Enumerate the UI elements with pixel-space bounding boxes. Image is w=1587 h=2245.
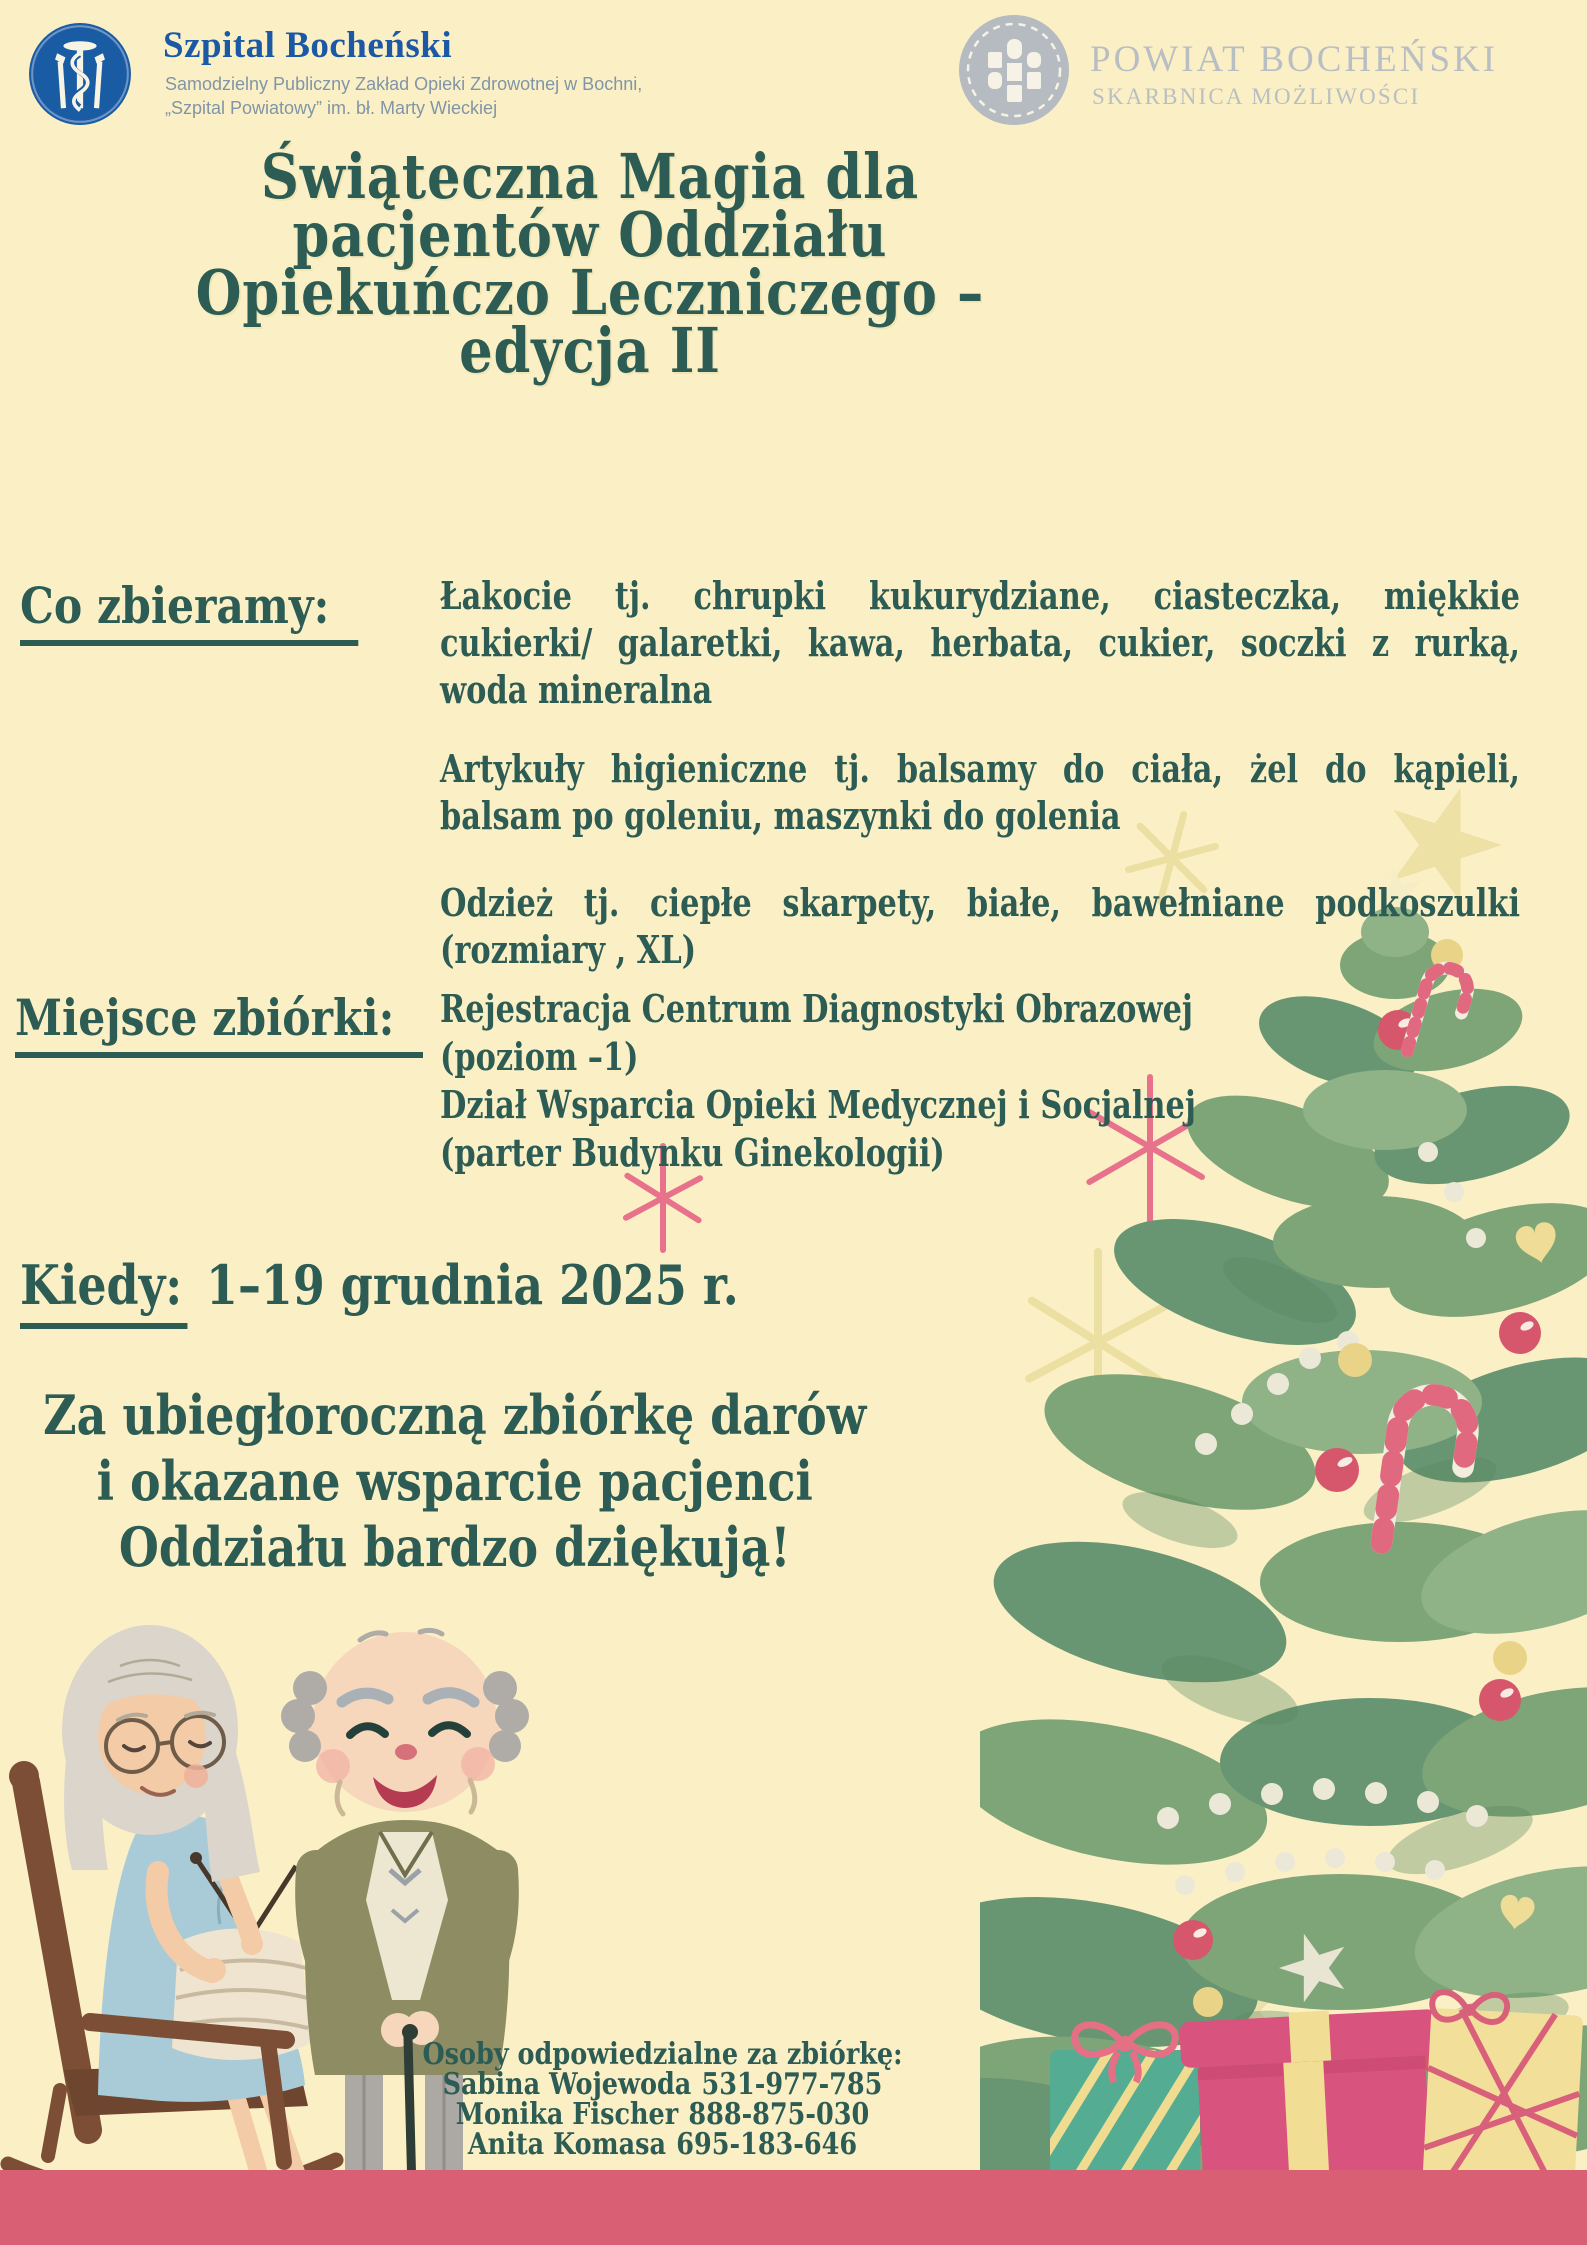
collect-item1-line3: woda mineralna [440,667,713,712]
when-value: 1–19 grudnia 2025 r. [206,1253,739,1317]
collect-item2-line2: balsam po goleniu, maszynki do golenia [440,793,1121,838]
hospital-subtitle-line2: „Szpital Powiatowy” im. bł. Marty Wieckiej [165,98,498,118]
contact-name: Monika Fischer [455,2097,679,2132]
contact-phone: 888-875-030 [688,2097,870,2132]
contact-row [382,2067,943,2102]
contact-block [382,2037,943,2162]
title-line-3: Opiekuńczo Leczniczego – [195,256,985,329]
title-line-4: edycja II [459,314,721,387]
contact-name: Sabina Wojewoda [442,2067,692,2102]
collect-label: Co zbieramy: [20,576,358,635]
thanks-line-2: i okazane wsparcie pacjenci [96,1449,813,1513]
when-row [20,1253,739,1317]
contact-row [382,2097,943,2132]
contact-heading: Osoby odpowiedzialne za zbiórkę: [422,2037,903,2072]
poster-title [0,140,1180,387]
contact-name: Anita Komasa [467,2127,667,2162]
collect-item1-line1: Łakocie tj. chrupki kukurydziane, ciasteczka, miękkie [440,573,1520,618]
collect-item3-line2: (rozmiary , XL) [440,927,697,972]
contact-phone: 531-977-785 [701,2067,883,2102]
place-line4: (parter Budynku Ginekologii) [440,1130,945,1175]
hospital-subtitle-line1: Samodzielny Publiczny Zakład Opieki Zdrowotnej w Bochni, [165,74,643,94]
christmas-tree-illustration [980,590,1587,2245]
contact-row [382,2127,943,2162]
footer-stripe [0,2170,1587,2245]
hospital-caduceus-seal-icon [28,22,132,126]
title-line-1: Świąteczna Magia dla [260,140,919,213]
when-label: Kiedy: [20,1253,187,1329]
place-label: Miejsce zbiórki: [15,988,423,1047]
place-line3: Dział Wsparcia Opieki Medycznej i Socjalnej [440,1082,1196,1127]
powiat-window-seal-icon [956,12,1072,128]
place-line2: (poziom –1) [440,1034,639,1079]
collect-item3-line1: Odzież tj. ciepłe skarpety, białe, bawełniane podkoszulki [440,880,1520,925]
contact-phone: 695-183-646 [676,2127,858,2162]
thanks-line-1: Za ubiegłoroczną zbiórkę darów [43,1383,867,1447]
hospital-name: Szpital Bocheński [163,25,453,66]
powiat-name: POWIAT BOCHEŃSKI [1090,39,1499,80]
collect-item2-line1: Artykuły higieniczne tj. balsamy do ciała, żel do kąpieli, [440,746,1520,791]
thanks-line-3: Oddziału bardzo dziękują! [118,1515,791,1579]
thanks-block [0,1382,910,1580]
collect-item1-line2: cukierki/ galaretki, kawa, herbata, cukier, soczki z rurką, [440,620,1520,665]
title-line-2: pacjentów Oddziału [292,198,888,271]
place-line1: Rejestracja Centrum Diagnostyki Obrazowej [440,986,1193,1031]
powiat-tagline: SKARBNICA MOŻLIWOŚCI [1092,84,1421,109]
